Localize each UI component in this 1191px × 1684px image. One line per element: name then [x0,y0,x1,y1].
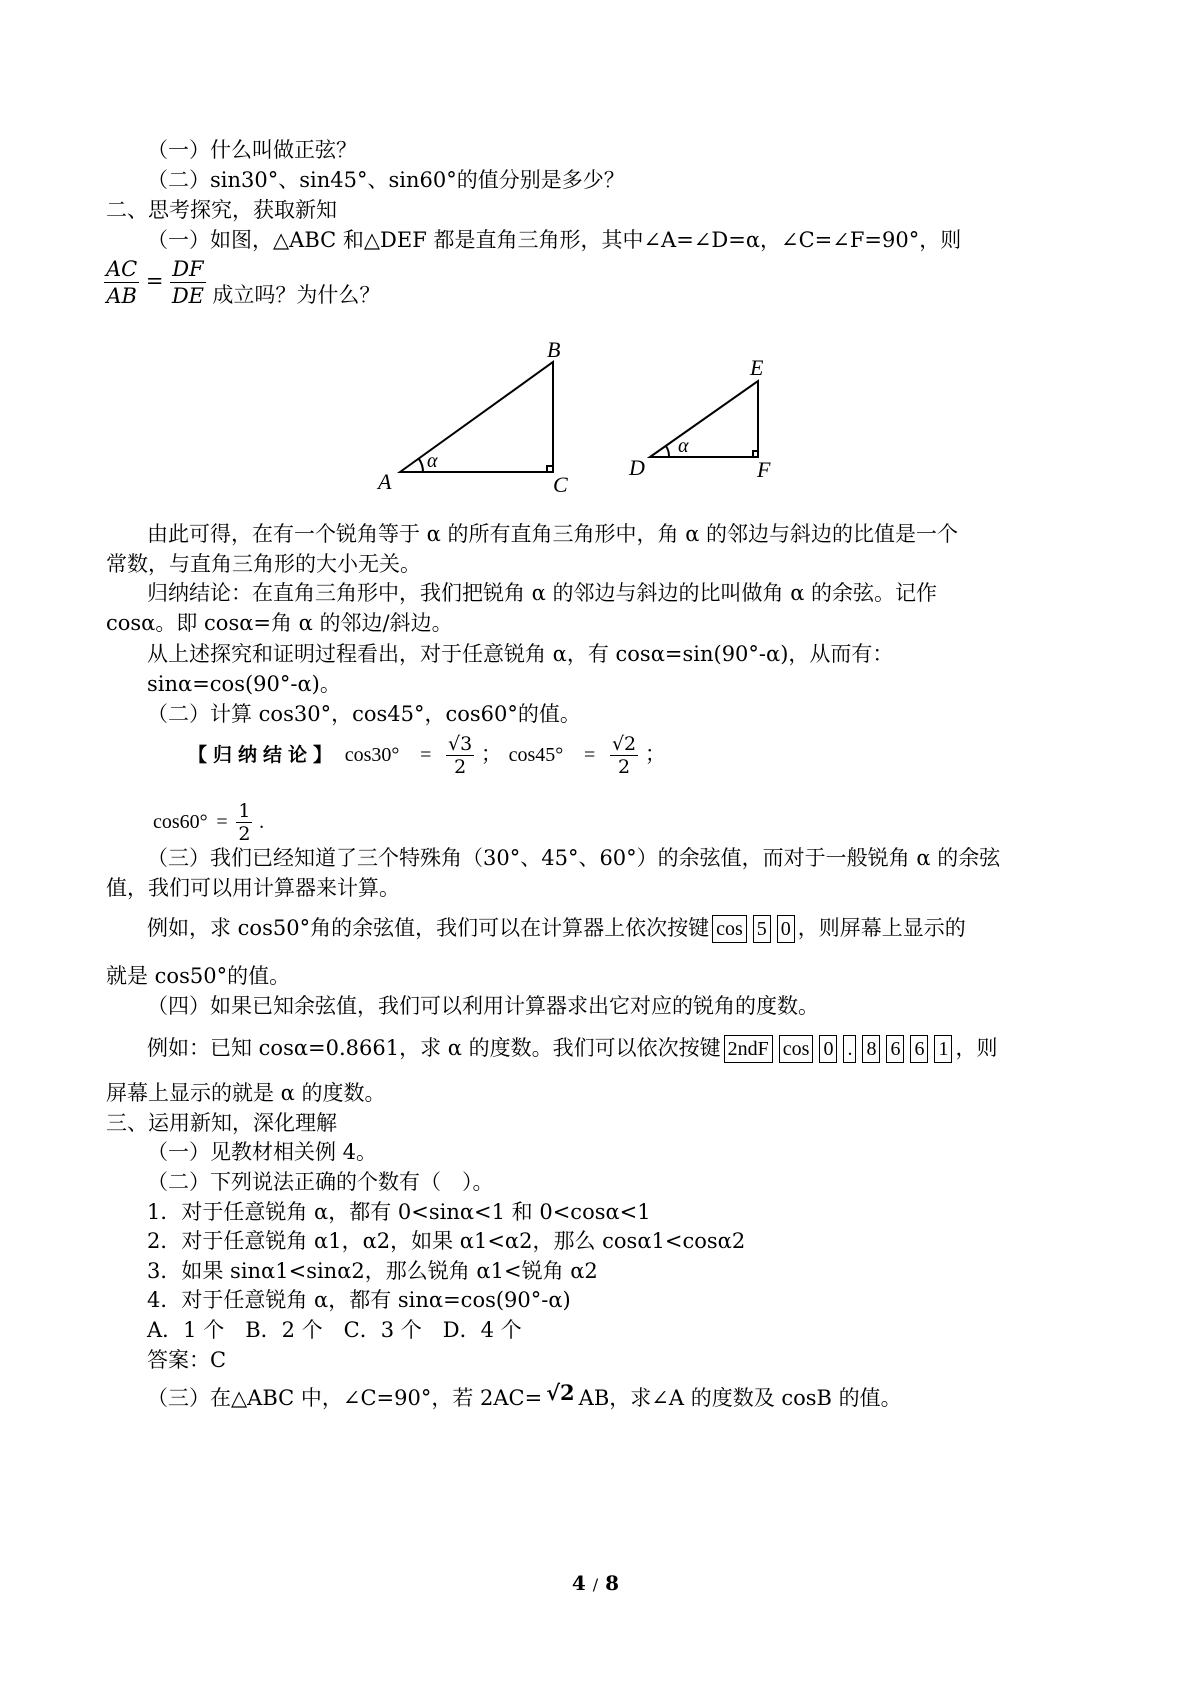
fraction-denominator: 2 [238,823,251,845]
separator: ； [644,742,666,766]
exercise-1: （一）见教材相关例 4。 [147,1140,378,1164]
cos60-line [153,800,264,845]
equals-sign: = [145,269,164,293]
question-1: （一）什么叫做正弦？ [147,138,357,162]
para-10b: 屏幕上显示的就是 α 的度数。 [106,1081,386,1105]
ratio-equation [104,256,380,309]
key-dot: . [843,1035,856,1063]
label-f: F [757,457,771,482]
cos30-label: cos30° [344,744,400,766]
para-3b: cosα。即 cosα=角 α 的邻边/斜边。 [106,611,453,635]
fraction-ac-ab [104,256,139,309]
cos60-label: cos60° [153,811,208,833]
para-8a-tail: ，则屏幕上显示的 [797,916,966,940]
equals-sign: = [420,744,432,766]
para-4a: 从上述探究和证明过程看出，对于任意锐角 α，有 cosα=sin(90°-α)，从而有： [147,642,894,666]
statement-3: 3．如果 sinα1<sinα2，那么锐角 α1<锐角 α2 [147,1259,598,1283]
para-8a [147,913,966,943]
para-2a: 由此可得，在有一个锐角等于 α 的所有直角三角形中，角 α 的邻边与斜边的比值是一个 [147,522,959,546]
para-10a-tail: ，则 [955,1036,998,1060]
label-d: D [629,455,645,480]
page-number [0,1571,1191,1595]
statement-4: 4．对于任意锐角 α，都有 sinα=cos(90°-α) [147,1288,571,1312]
key-8: 8 [862,1035,880,1063]
key-1: 1 [934,1035,952,1063]
label-c: C [553,472,568,497]
para-2b: 常数，与直角三角形的大小无关。 [106,552,421,576]
label-b: B [547,337,561,362]
key-6a: 6 [886,1035,904,1063]
key-0: 0 [777,915,795,943]
exercise-3-tail: AB，求∠A 的度数及 cosB 的值。 [578,1386,902,1410]
triangle-def [650,381,758,457]
key-cos: cos [779,1035,814,1063]
triangle-abc [400,362,553,472]
separator: ； [480,742,502,766]
cos45-value [610,733,638,778]
fraction-denominator: 2 [617,756,631,778]
summary-line [188,733,666,778]
para-8b: 就是 cos50°的值。 [106,964,291,988]
key-6b: 6 [910,1035,928,1063]
fraction-numerator: √2 [611,733,637,755]
cos45-label: cos45° [508,744,564,766]
equals-sign: = [583,744,596,766]
label-a: A [378,469,392,494]
key-0: 0 [819,1035,837,1063]
para-7a: （三）我们已经知道了三个特殊角（30°、45°、60°）的余弦值，而对于一般锐角 α 的余弦 [147,846,1001,870]
fraction-numerator: 1 [238,800,251,822]
key-5: 5 [753,915,771,943]
para-1-tail: 成立吗？为什么？ [212,283,381,307]
equals-sign: = [216,811,228,833]
fraction-df-de [170,256,205,309]
fraction-numerator: DF [172,257,204,281]
exercise-3-text: （三）在△ABC 中，∠C=90°，若 2AC= [147,1386,543,1410]
para-4b: sinα=cos(90°-α)。 [147,672,341,696]
cos30-value [446,733,474,778]
statement-2: 2．对于任意锐角 α1，α2，如果 α1<α2，那么 cosα1<cosα2 [147,1229,746,1253]
triangles-figure [375,335,795,505]
options: A．1 个 B．2 个 C．3 个 D．4 个 [147,1318,522,1342]
fraction-numerator: √3 [448,733,473,755]
fraction-denominator: AB [106,284,137,308]
fraction-denominator: DE [171,284,205,308]
fraction-numerator: AC [106,257,138,281]
answer: 答案：C [147,1348,227,1372]
page-total: 8 [605,1571,620,1595]
label-e: E [750,355,764,380]
angle-alpha-2: α [678,435,689,457]
sqrt2: √2 [546,1380,575,1405]
key-cos: cos [712,915,747,943]
para-10a [147,1033,997,1063]
para-8a-text: 例如，求 cos50°角的余弦值，我们可以在计算器上依次按键 [147,916,710,940]
page-sep: / [592,1575,599,1594]
key-2ndf: 2ndF [724,1035,773,1063]
question-2: （二）sin30°、sin45°、sin60°的值分别是多少？ [147,168,625,192]
para-5: （二）计算 cos30°，cos45°，cos60°的值。 [147,702,581,726]
angle-alpha-1: α [427,450,438,472]
para-3a: 归纳结论：在直角三角形中，我们把锐角 α 的邻边与斜边的比叫做角 α 的余弦。记作 [147,581,938,605]
para-1: （一）如图，△ABC 和△DEF 都是直角三角形，其中∠A=∠D=α，∠C=∠F=90°，则 [147,228,962,252]
page-current: 4 [571,1571,586,1595]
cos60-value [236,800,252,845]
exercise-2: （二）下列说法正确的个数有（ ）。 [147,1170,494,1194]
para-7b: 值，我们可以用计算器来计算。 [106,876,400,900]
section-2-heading: 二、思考探究，获取新知 [106,198,337,222]
para-9: （四）如果已知余弦值，我们可以利用计算器求出它对应的锐角的度数。 [147,994,819,1018]
summary-label: 【归纳结论】 [188,744,339,766]
period: . [259,811,265,833]
statement-1: 1．对于任意锐角 α，都有 0<sinα<1 和 0<cosα<1 [147,1200,651,1224]
fraction-denominator: 2 [454,756,467,778]
section-3-heading: 三、运用新知，深化理解 [106,1111,337,1135]
para-10a-text: 例如：已知 cosα=0.8661，求 α 的度数。我们可以依次按键 [147,1036,721,1060]
exercise-3 [147,1380,902,1413]
